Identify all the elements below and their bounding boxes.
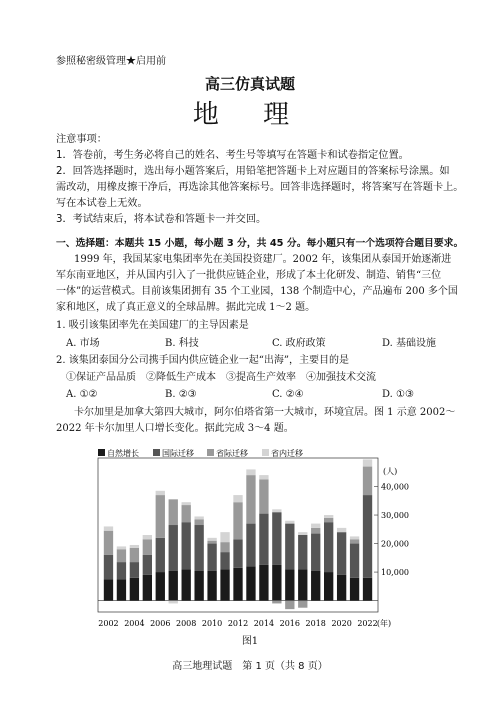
- bar-segment: [298, 532, 307, 535]
- bar-segment: [337, 528, 346, 532]
- bar-segment: [324, 518, 333, 522]
- bar-segment: [285, 569, 294, 600]
- bar-segment: [233, 568, 242, 601]
- bar-segment: [259, 475, 268, 479]
- page-footer: 高三地理试题 第 1 页（共 8 页）: [172, 661, 328, 672]
- y-unit-label: (人): [383, 467, 398, 476]
- passage-line: 卡尔加里是加拿大第四大城市，阿尔伯塔省第一大城市，环境宜居。图 1 示意 2002～: [74, 407, 456, 418]
- bar-segment: [143, 575, 152, 601]
- passage-line: 2022 年卡尔加里人口增长变化。据此完成 3～4 题。: [56, 423, 294, 434]
- y-tick-label: 20,000: [381, 539, 409, 549]
- bar-segment: [117, 579, 126, 600]
- bar-segment: [182, 569, 191, 600]
- bar-segment: [220, 552, 229, 569]
- q1-option-c: C. 政府政策: [272, 338, 326, 349]
- bar-segment: [130, 545, 139, 548]
- x-unit-label: (年): [376, 619, 392, 628]
- bar-segment: [311, 534, 320, 571]
- q1-option-b: B. 科技: [165, 338, 199, 349]
- x-tick-label: 2006: [150, 619, 171, 628]
- bar-segment: [220, 542, 229, 552]
- legend-label: 自然增长: [107, 449, 139, 458]
- bar-segment: [285, 601, 294, 610]
- q1-option-a: A. 市场: [66, 338, 100, 349]
- notice-item: 1．答卷前，考生务必将自己的姓名、考生号等填写在答题卡和试卷指定位置。: [56, 150, 409, 161]
- bar-segment: [363, 578, 372, 601]
- bar-segment: [220, 532, 229, 542]
- bar-segment: [207, 544, 216, 571]
- bar-segment: [104, 526, 113, 530]
- passage-line: 1999 年，我国某家电集团率先在美国投资建厂。2002 年，该集团从泰国开始逐渐进: [74, 254, 452, 265]
- bar-segment: [143, 539, 152, 555]
- chart-y-axis: [374, 466, 409, 577]
- bar-segment: [194, 571, 203, 601]
- bar-segment: [311, 571, 320, 601]
- bar-segment: [182, 522, 191, 569]
- legend-swatch: [98, 449, 105, 456]
- bar-segment: [169, 525, 178, 571]
- bar-segment: [350, 539, 359, 543]
- bar-segment: [194, 519, 203, 525]
- bar-segment: [350, 544, 359, 578]
- legend-swatch: [153, 449, 160, 456]
- bar-segment: [246, 469, 255, 475]
- bar-segment: [311, 524, 320, 528]
- bar-segment: [169, 499, 178, 525]
- bar-segment: [363, 467, 372, 496]
- bar-segment: [246, 566, 255, 600]
- notice-item: 2．回答选择题时，选出每小题答案后，用铅笔把答题卡上对应题目的答案标号涂黑。如: [56, 166, 450, 177]
- bar-segment: [363, 495, 372, 578]
- x-tick-label: 2020: [331, 619, 352, 628]
- bar-segment: [143, 555, 152, 575]
- bar-segment: [130, 578, 139, 601]
- x-tick-label: 2014: [253, 619, 275, 628]
- x-tick-label: 2010: [201, 619, 223, 628]
- bar-segment: [324, 522, 333, 572]
- bar-segment: [104, 555, 113, 579]
- chart-legend: [98, 448, 303, 458]
- passage-line: 军东南亚地区，并从国内引入了一批供应链企业，形成了本土化研发、制造、销售“三位: [56, 270, 442, 281]
- q2-option-c: C. ②④: [272, 389, 304, 400]
- bar-segment: [350, 536, 359, 539]
- x-tick-label: 2004: [124, 619, 145, 628]
- legend-swatch: [262, 449, 269, 456]
- bar-segment: [194, 525, 203, 571]
- bar-segment: [169, 571, 178, 601]
- passage-line: 家和地区，成了真正意义的全球品牌。据此完成 1～2 题。: [56, 302, 316, 313]
- bar-segment: [324, 515, 333, 518]
- notice-heading: 注意事项：: [56, 134, 107, 145]
- x-tick-label: 2018: [305, 619, 326, 628]
- bar-segment: [194, 516, 203, 519]
- bar-segment: [272, 601, 281, 604]
- bar-segment: [182, 502, 191, 505]
- bar-segment: [337, 575, 346, 601]
- chart-x-axis: [98, 618, 391, 628]
- x-tick-label: 2012: [227, 619, 249, 628]
- subject-title: 地 理: [192, 100, 308, 130]
- q2-items: ①保证产品品质 ②降低生产成本 ③提高生产效率 ④加强技术交流: [66, 372, 376, 383]
- bar-segment: [246, 524, 255, 567]
- y-tick-label: 40,000: [381, 482, 409, 492]
- bar-segment: [259, 565, 268, 601]
- legend-label: 省际迁移: [216, 449, 248, 458]
- bar-segment: [117, 546, 126, 549]
- legend-swatch: [207, 449, 214, 456]
- bar-segment: [117, 549, 126, 562]
- q2-option-a: A. ①②: [66, 389, 98, 400]
- bar-segment: [324, 572, 333, 601]
- notice-item: 写在本试卷上无效。: [56, 198, 148, 209]
- bar-segment: [207, 538, 216, 541]
- passage-line: 一体”的运营模式。目前该集团拥有 35 个工业园，138 个制造中心，产品遍布 200 多个国: [56, 286, 458, 297]
- bar-segment: [156, 495, 165, 538]
- chart-plot: [98, 458, 378, 612]
- bar-segment: [130, 562, 139, 578]
- bar-segment: [285, 524, 294, 570]
- x-tick-label: 2008: [176, 619, 197, 628]
- x-tick-label: 2016: [279, 619, 300, 628]
- bar-segment: [337, 532, 346, 575]
- q2-option-b: B. ②③: [165, 389, 197, 400]
- bar-segment: [156, 538, 165, 572]
- x-tick-label: 2022: [357, 619, 378, 628]
- bar-segment: [182, 505, 191, 522]
- exam-title: 高三仿真试题: [204, 75, 295, 93]
- notice-item: 3．考试结束后，将本试卷和答题卡一并交回。: [56, 214, 267, 225]
- bar-segment: [130, 548, 139, 562]
- bar-segment: [298, 601, 307, 608]
- bar-segment: [285, 521, 294, 524]
- bar-segment: [169, 601, 178, 604]
- legend-label: 省内迁移: [271, 449, 303, 458]
- bar-segment: [363, 459, 372, 466]
- bar-segment: [207, 571, 216, 601]
- notice-item: 需改动，用橡皮擦干净后，再选涂其他答案标号。回答非选择题时，将答案写在答题卡上。: [56, 182, 464, 193]
- bar-segment: [233, 502, 242, 539]
- bar-segment: [207, 541, 216, 544]
- bar-segment: [298, 569, 307, 600]
- bar-segment: [117, 562, 126, 579]
- legend-label: 国际迁移: [162, 449, 194, 458]
- bar-segment: [298, 535, 307, 569]
- bar-segment: [156, 491, 165, 495]
- bar-segment: [272, 565, 281, 601]
- section-heading: 一、选择题：本题共 15 小题，每小题 3 分，共 45 分。每小题只有一个选项符合题目要求。: [56, 238, 464, 249]
- bar-segment: [156, 572, 165, 601]
- bar-segment: [259, 479, 268, 513]
- q1-option-d: D. 基础设施: [382, 338, 437, 349]
- bar-segment: [233, 495, 242, 502]
- q2-option-d: D. ①③: [382, 389, 414, 400]
- question-1-stem: 1. 吸引该集团率先在美国建厂的主导因素是: [56, 320, 249, 331]
- bar-segment: [104, 579, 113, 600]
- bar-segment: [104, 531, 113, 555]
- bar-segment: [272, 509, 281, 512]
- bar-segment: [350, 578, 359, 601]
- figure-caption: 图1: [241, 636, 259, 647]
- confidentiality-note: 参照秘密级管理★启用前: [56, 56, 166, 67]
- bar-segment: [259, 514, 268, 565]
- bar-segment: [246, 475, 255, 523]
- question-2-stem: 2. 该集团泰国分公司携手国内供应链企业一起“出海”，主要目的是: [56, 355, 349, 366]
- x-tick-label: 2002: [98, 619, 119, 628]
- bar-segment: [220, 569, 229, 600]
- bar-segment: [143, 535, 152, 539]
- bar-segment: [233, 539, 242, 568]
- bar-segment: [272, 512, 281, 565]
- y-tick-label: 10,000: [381, 568, 409, 578]
- bar-segment: [311, 528, 320, 534]
- y-tick-label: 30,000: [381, 511, 409, 521]
